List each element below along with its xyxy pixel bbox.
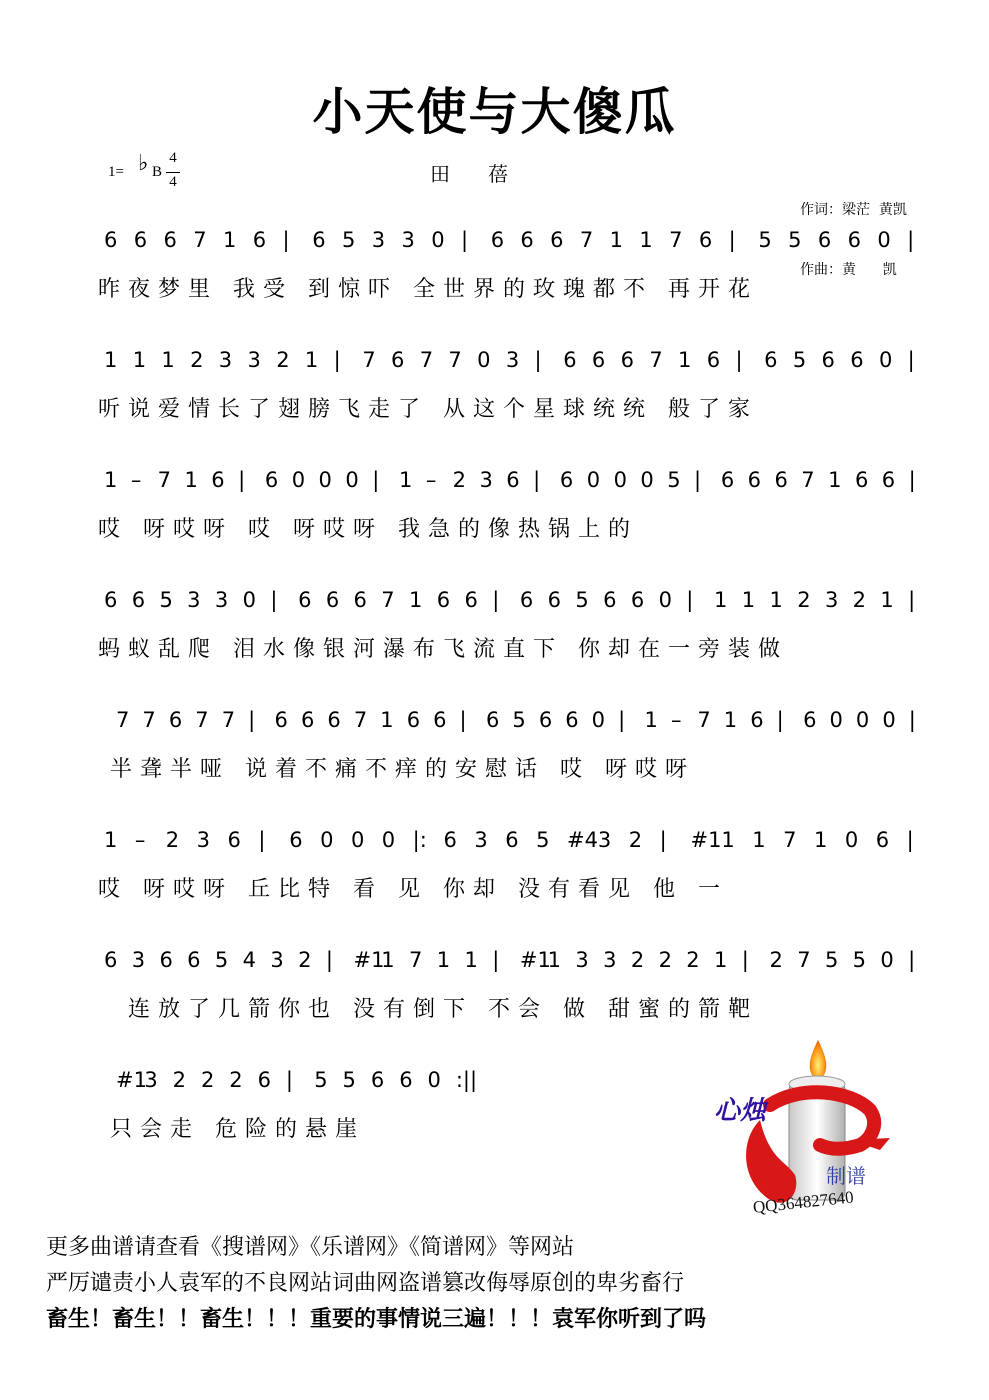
footer-line-2: 严厉谴责小人袁军的不良网站词曲网盗谱篡改侮辱原创的卑劣畜行 <box>46 1271 685 1296</box>
note: 6 <box>550 228 564 252</box>
note: 6 <box>104 948 118 972</box>
note: 0 <box>877 228 891 252</box>
note: 7 <box>362 348 376 372</box>
note: 0 <box>242 588 257 612</box>
barline: | <box>460 228 469 252</box>
note: 7 <box>579 228 594 252</box>
note: 0 <box>381 828 396 852</box>
note: 6 <box>490 228 505 252</box>
barline: |: <box>412 828 427 852</box>
note: 6 <box>519 588 534 612</box>
stamp-script: 心烛 <box>714 1096 767 1126</box>
lyric-line: 半聋半哑 说着不痛不痒的安慰话 哎 呀哎呀 <box>110 757 695 782</box>
barline: | <box>248 708 256 732</box>
note: 7 <box>669 228 683 252</box>
note: 3 <box>247 348 261 372</box>
note: 6 <box>104 588 118 612</box>
note: 0 <box>882 708 896 732</box>
note: 7 <box>142 708 156 732</box>
note: 2 <box>298 948 312 972</box>
note: 5 <box>342 1068 356 1092</box>
note: 1 <box>399 468 413 492</box>
barline: | <box>907 228 915 252</box>
note: 6 <box>538 708 553 732</box>
stamp-label: 制谱 <box>826 1164 866 1188</box>
note: 6 <box>406 708 421 732</box>
barline: | <box>686 588 694 612</box>
note: 6 <box>821 348 835 372</box>
barline: | <box>741 948 749 972</box>
note: 0 <box>320 828 334 852</box>
note: 6 <box>803 708 817 732</box>
note: 0 <box>829 708 843 732</box>
note: 1 <box>752 828 766 852</box>
note: 1 <box>741 588 756 612</box>
note: 6 <box>620 348 634 372</box>
note: 7 <box>353 708 368 732</box>
barline: | <box>908 468 916 492</box>
note: 6 <box>163 228 177 252</box>
key-name: B <box>152 164 163 180</box>
note: 1 <box>721 828 735 852</box>
note: 6 <box>298 588 312 612</box>
note: 1 <box>381 948 395 972</box>
note: 3 <box>214 588 229 612</box>
note: 0 <box>427 1068 441 1092</box>
barline: :|| <box>455 1068 478 1092</box>
note: 5 <box>314 1068 328 1092</box>
note: 5 <box>536 828 550 852</box>
lyric-line: 蚂蚁乱爬 泪水像银河瀑布飞流直下 你却在一旁装做 <box>98 637 788 662</box>
note: 6 <box>881 468 896 492</box>
note: 6 <box>847 228 861 252</box>
note: 7 <box>783 828 797 852</box>
note: 1 <box>644 708 658 732</box>
note: 6 <box>506 468 520 492</box>
note: 6 <box>698 228 713 252</box>
note: #1 <box>690 828 722 852</box>
note: 3 <box>218 348 233 372</box>
note: 6 <box>433 708 447 732</box>
note: 7 <box>195 708 209 732</box>
note: 6 <box>104 228 118 252</box>
lyricist-credit: 作词：梁茫 黄凯 <box>800 202 907 218</box>
note: 3 <box>575 948 589 972</box>
note: 0 <box>291 468 306 492</box>
note: 7 <box>116 708 130 732</box>
note: 1 <box>104 468 118 492</box>
note: – <box>425 468 437 492</box>
note: 6 <box>603 588 617 612</box>
singer-name: 田蓓 <box>430 162 546 186</box>
time-denominator: 4 <box>169 174 177 190</box>
lyric-line: 哎 呀哎呀 丘比特 看 见 你却 没有看见 他 一 <box>98 877 728 902</box>
note: 6 <box>520 228 534 252</box>
note: 6 <box>747 468 762 492</box>
note: 6 <box>547 588 562 612</box>
barline: | <box>908 708 916 732</box>
barline: | <box>258 828 266 852</box>
note: 6 <box>264 468 279 492</box>
note: 6 <box>131 588 146 612</box>
footer-line-1: 更多曲谱请查看《搜谱网》《乐谱网》《简谱网》等网站 <box>46 1235 575 1260</box>
note: 1 <box>678 348 692 372</box>
note: 1 <box>132 348 147 372</box>
note: 5 <box>341 228 356 252</box>
barline: | <box>285 1068 293 1092</box>
note: 1 <box>547 948 562 972</box>
barline: | <box>325 948 333 972</box>
note: 0 <box>613 468 627 492</box>
note: 3 <box>270 948 284 972</box>
note: 5 <box>852 948 867 972</box>
barline: | <box>618 708 626 732</box>
stamp-qq: QQ364827640 <box>752 1187 855 1217</box>
note: 1 <box>714 588 728 612</box>
note: 6 <box>706 348 721 372</box>
note: 2 <box>852 588 867 612</box>
note: #4 <box>567 828 598 852</box>
note: 6 <box>312 228 326 252</box>
note: 1 <box>714 948 728 972</box>
barline: | <box>270 588 278 612</box>
barline: | <box>907 348 915 372</box>
footer-line-3: 畜生！畜生！！畜生！！！重要的事情说三遍！！！袁军你听到了吗 <box>46 1307 707 1332</box>
note: 5 <box>512 708 526 732</box>
note: 6 <box>257 1068 271 1092</box>
note: 1 <box>104 348 118 372</box>
barline: | <box>459 708 467 732</box>
note: 7 <box>409 948 423 972</box>
note: 2 <box>658 948 672 972</box>
note: 6 <box>327 708 341 732</box>
note: 6 <box>227 828 241 852</box>
note: 6 <box>391 348 405 372</box>
note: 6 <box>591 348 606 372</box>
barline: | <box>728 228 736 252</box>
note: 3 <box>479 468 493 492</box>
note: 5 <box>667 468 681 492</box>
note: 3 <box>144 1068 158 1092</box>
barline: | <box>534 348 542 372</box>
note: 1 <box>222 228 237 252</box>
note: 6 <box>353 588 367 612</box>
note: 0 <box>880 948 894 972</box>
note: 1 <box>723 708 738 732</box>
barline: | <box>533 468 541 492</box>
note: 6 <box>559 468 574 492</box>
note: 6 <box>133 228 148 252</box>
note: 7 <box>448 348 462 372</box>
note: 3 <box>603 948 617 972</box>
note: 1 <box>304 348 319 372</box>
note: 6 <box>565 708 579 732</box>
note: 0 <box>318 468 332 492</box>
note: 6 <box>252 228 267 252</box>
lyric-line: 连放了几箭你也 没有倒下 不会 做 甜蜜的箭靶 <box>128 997 758 1022</box>
note: 1 <box>184 468 198 492</box>
note: 6 <box>875 828 890 852</box>
note: 5 <box>575 588 589 612</box>
note: 7 <box>419 348 434 372</box>
note: 6 <box>505 828 519 852</box>
barline: | <box>492 948 500 972</box>
note: 5 <box>758 228 772 252</box>
note: 6 <box>764 348 778 372</box>
note: 0 <box>477 348 491 372</box>
note: 7 <box>381 588 395 612</box>
note: 6 <box>399 1068 413 1092</box>
lyric-line: 听说爱情长了翅膀飞走了 从这个星球统统 般了家 <box>98 397 758 422</box>
note: 1 <box>828 468 842 492</box>
note: 1 <box>880 588 894 612</box>
note: 2 <box>769 948 783 972</box>
note: 5 <box>214 948 229 972</box>
note: 0 <box>350 828 365 852</box>
note: 5 <box>824 948 839 972</box>
note: 0 <box>591 708 606 732</box>
note: 6 <box>274 708 288 732</box>
note: 5 <box>792 348 807 372</box>
note: 5 <box>788 228 802 252</box>
note: 6 <box>168 708 183 732</box>
note: 3 <box>371 228 386 252</box>
note: 7 <box>221 708 236 732</box>
note: – <box>670 708 682 732</box>
barline: | <box>776 708 784 732</box>
note: 3 <box>597 828 612 852</box>
note: 0 <box>844 828 859 852</box>
note: 6 <box>850 348 864 372</box>
note: – <box>134 828 146 852</box>
note: 6 <box>563 348 577 372</box>
note: 6 <box>289 828 303 852</box>
barline: | <box>908 948 916 972</box>
note: 2 <box>630 948 645 972</box>
note: 1 <box>609 228 624 252</box>
note: 0 <box>855 708 870 732</box>
note: 2 <box>190 348 204 372</box>
note: 1 <box>464 948 478 972</box>
note: 6 <box>211 468 225 492</box>
note: 3 <box>131 948 146 972</box>
note: 3 <box>401 228 415 252</box>
note: 2 <box>686 948 700 972</box>
note: 7 <box>157 468 171 492</box>
note: 7 <box>649 348 663 372</box>
lyric-line: 只会走 危险的悬崖 <box>110 1117 365 1142</box>
note: 6 <box>187 948 201 972</box>
note: 2 <box>452 468 467 492</box>
note: 2 <box>276 348 290 372</box>
note: – <box>130 468 142 492</box>
note: 3 <box>196 828 210 852</box>
note: 0 <box>658 588 672 612</box>
note: 6 <box>436 588 451 612</box>
note: #1 <box>116 1068 147 1092</box>
note: 1 <box>104 828 118 852</box>
barline: | <box>906 828 914 852</box>
note: 6 <box>159 948 173 972</box>
barline: | <box>282 228 290 252</box>
key-prefix: 1= <box>108 164 124 180</box>
note: 6 <box>817 228 832 252</box>
note: 6 <box>300 708 315 732</box>
note: 7 <box>801 468 815 492</box>
note: 5 <box>159 588 173 612</box>
barline: | <box>238 468 246 492</box>
note: #1 <box>353 948 385 972</box>
note: 6 <box>750 708 764 732</box>
note: 2 <box>165 828 180 852</box>
flat-sign: ♭ <box>138 150 149 175</box>
note: 7 <box>697 708 711 732</box>
barline: | <box>908 588 916 612</box>
note: 3 <box>187 588 201 612</box>
note: 0 <box>345 468 359 492</box>
note: 2 <box>628 828 643 852</box>
note: 6 <box>485 708 500 732</box>
note: 3 <box>505 348 520 372</box>
note: 6 <box>774 468 788 492</box>
score-title: 小天使与大傻瓜 <box>312 83 677 141</box>
note: 6 <box>464 588 478 612</box>
barline: | <box>333 348 341 372</box>
time-numerator: 4 <box>169 150 177 166</box>
note: 1 <box>409 588 423 612</box>
note: 0 <box>586 468 601 492</box>
note: 6 <box>443 828 457 852</box>
note: 3 <box>824 588 839 612</box>
note: 6 <box>630 588 645 612</box>
note: 1 <box>639 228 653 252</box>
note: 2 <box>797 588 811 612</box>
note: 2 <box>200 1068 215 1092</box>
note: 6 <box>854 468 869 492</box>
note: 2 <box>172 1068 186 1092</box>
note: 1 <box>436 948 451 972</box>
barline: | <box>735 348 743 372</box>
composer-credit: 作曲：黄 凯 <box>800 262 897 278</box>
barline: | <box>659 828 667 852</box>
barline: | <box>492 588 500 612</box>
note: 4 <box>242 948 257 972</box>
note: 0 <box>431 228 445 252</box>
note: 7 <box>797 948 811 972</box>
note: 6 <box>720 468 735 492</box>
note: 3 <box>474 828 488 852</box>
note: 1 <box>380 708 394 732</box>
note: 2 <box>229 1068 243 1092</box>
note: 6 <box>325 588 340 612</box>
lyric-line: 昨夜梦里 我受 到惊吓 全世界的玫瑰都不 再开花 <box>98 277 758 302</box>
barline: | <box>694 468 702 492</box>
note: 0 <box>878 348 893 372</box>
note: 6 <box>370 1068 385 1092</box>
note: 1 <box>161 348 175 372</box>
note: 7 <box>193 228 207 252</box>
note: 1 <box>813 828 828 852</box>
note: #1 <box>519 948 551 972</box>
barline: | <box>372 468 380 492</box>
lyric-line: 哎 呀哎呀 哎 呀哎呀 我急的像热锅上的 <box>98 517 638 542</box>
note: 1 <box>769 588 783 612</box>
note: 0 <box>640 468 654 492</box>
